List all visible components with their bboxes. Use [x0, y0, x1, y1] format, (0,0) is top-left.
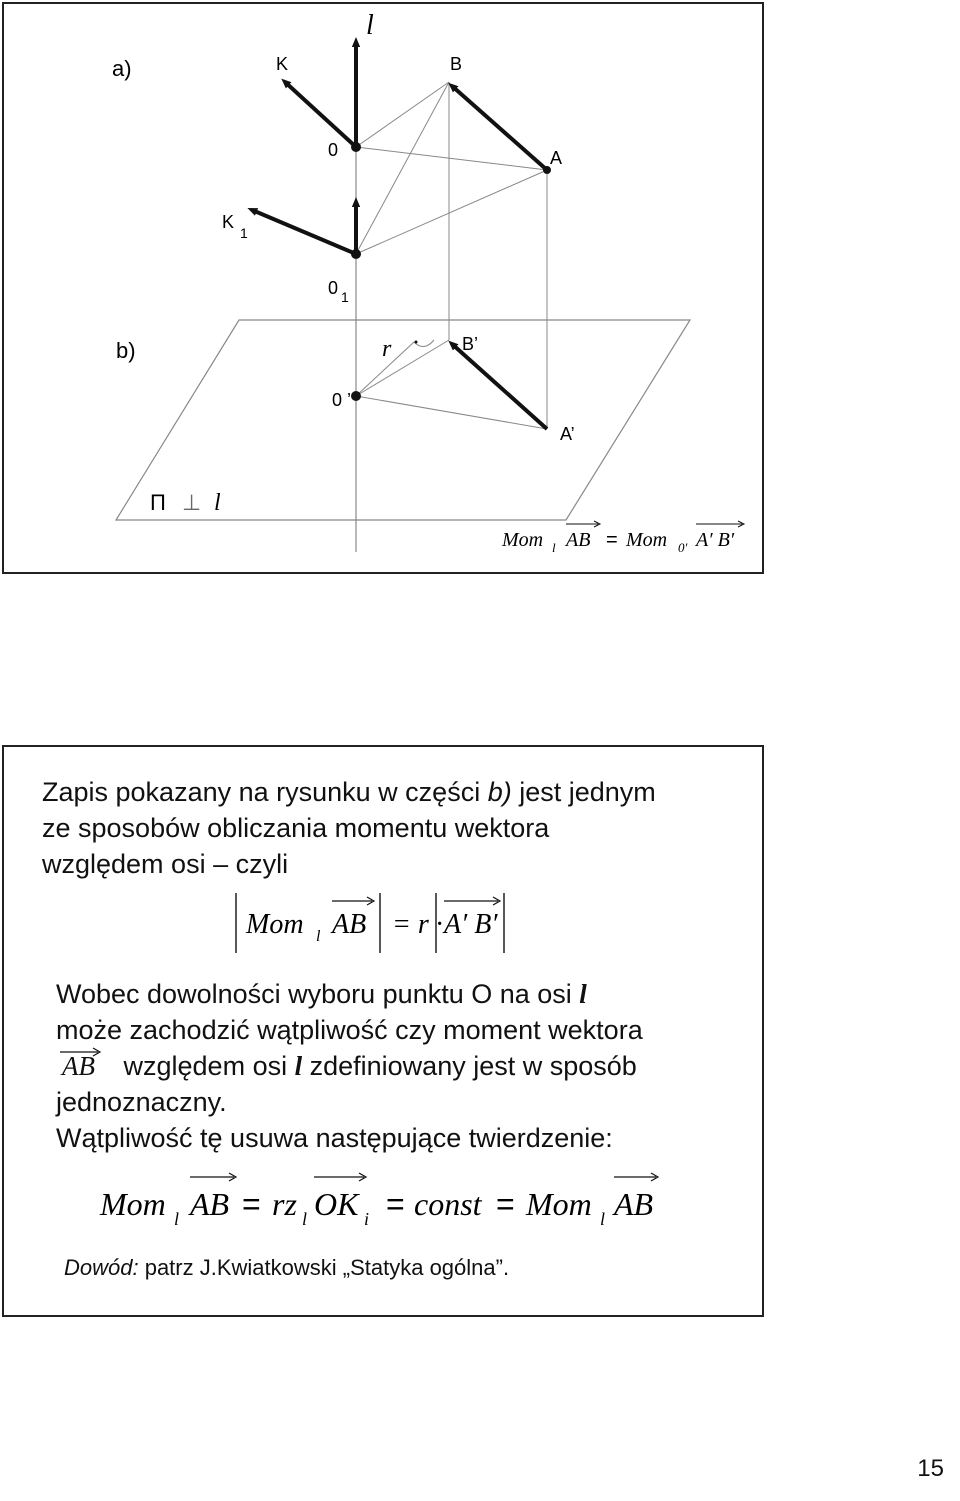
point-Bp-label: B’	[462, 334, 479, 354]
svg-text:Mom: Mom	[502, 529, 544, 551]
moment-equation	[501, 521, 744, 555]
formula-theorem	[96, 1163, 696, 1233]
svg-text:AB: AB	[332, 909, 367, 940]
svg-text:Mom: Mom	[100, 1186, 166, 1222]
label-b: b)	[116, 338, 136, 363]
svg-text:0′: 0′	[678, 540, 688, 555]
page-number: 15	[917, 1455, 944, 1482]
text-line-7: jednoznaczny.	[56, 1087, 227, 1117]
point-K-label: K	[276, 54, 289, 74]
svg-text:l: l	[316, 928, 321, 945]
svg-text:const: const	[414, 1186, 482, 1222]
point-A-label: A	[550, 148, 563, 168]
svg-text:Mom: Mom	[526, 1186, 592, 1222]
svg-text:=: =	[606, 529, 618, 551]
svg-text:l: l	[302, 1209, 308, 1229]
vector-0K	[285, 82, 356, 147]
svg-text:A′ B′: A′ B′	[444, 909, 498, 940]
svg-text:AB: AB	[566, 529, 591, 551]
text-slide	[2, 745, 764, 1317]
text-line-5: może zachodzić wątpliwość czy moment wektora	[56, 1015, 643, 1045]
text-line-2: ze sposobów obliczania momentu wektora	[42, 813, 550, 843]
axis-l-label: l	[366, 10, 374, 41]
point-0p-label: 0 ’	[332, 390, 352, 410]
point-0	[351, 142, 361, 152]
vector-01K1	[252, 210, 356, 254]
proof-line: Dowód: patrz J.Kwiatkowski „Statyka ogólna”.	[64, 1255, 510, 1280]
plane-axis-label: l	[214, 490, 221, 516]
svg-text:=: =	[386, 1186, 405, 1222]
svg-text:AB: AB	[190, 1186, 230, 1222]
point-01	[351, 249, 361, 259]
point-01-sub: 1	[341, 289, 349, 305]
point-Ap-label: A’	[560, 424, 575, 444]
label-a: a)	[112, 56, 132, 81]
svg-text:rz: rz	[272, 1186, 297, 1222]
formula-magnitude	[232, 889, 522, 957]
point-r-label: r	[382, 336, 392, 362]
vector-AB	[452, 86, 547, 170]
svg-text:AB: AB	[614, 1186, 654, 1222]
point-K1-label: K	[222, 212, 235, 232]
plane-pi	[116, 320, 690, 520]
text-line-8: Wątpliwość tę usuwa następujące twierdzenie:	[56, 1123, 613, 1153]
point-0-label: 0	[328, 140, 339, 160]
svg-text:l: l	[174, 1209, 180, 1229]
perp-symbol: ⊥	[182, 490, 202, 515]
text-line-6: AB względem osi l zdefiniowany jest w sposób	[56, 1049, 637, 1083]
svg-text:l: l	[600, 1209, 606, 1229]
svg-text:A′ B′: A′ B′	[696, 529, 735, 551]
text-line-4: Wobec dowolności wyboru punktu O na osi l	[56, 979, 587, 1009]
point-0p	[351, 391, 361, 401]
text-line-1: Zapis pokazany na rysunku w części b) jest jednym	[42, 777, 656, 807]
svg-text:Mom: Mom	[626, 529, 668, 551]
plane-pi-label: Π	[150, 490, 166, 515]
point-K1-sub: 1	[240, 225, 248, 241]
point-B-label: B	[450, 54, 463, 74]
vector-moment-figure	[4, 4, 762, 572]
svg-text:OK: OK	[314, 1186, 359, 1222]
svg-text:Mom: Mom	[246, 909, 304, 940]
svg-text:= r ·: = r ·	[392, 909, 443, 940]
svg-text:i: i	[364, 1209, 370, 1229]
point-A	[543, 166, 551, 174]
point-01-label: 0	[328, 278, 339, 298]
svg-text:=: =	[496, 1186, 515, 1222]
svg-text:l: l	[552, 540, 556, 555]
figure-slide	[2, 2, 764, 574]
svg-text:=: =	[242, 1186, 261, 1222]
vector-ApBp	[452, 344, 547, 429]
vector-AB-inline: AB	[56, 1049, 116, 1083]
text-line-3: względem osi – czyli	[42, 849, 289, 879]
